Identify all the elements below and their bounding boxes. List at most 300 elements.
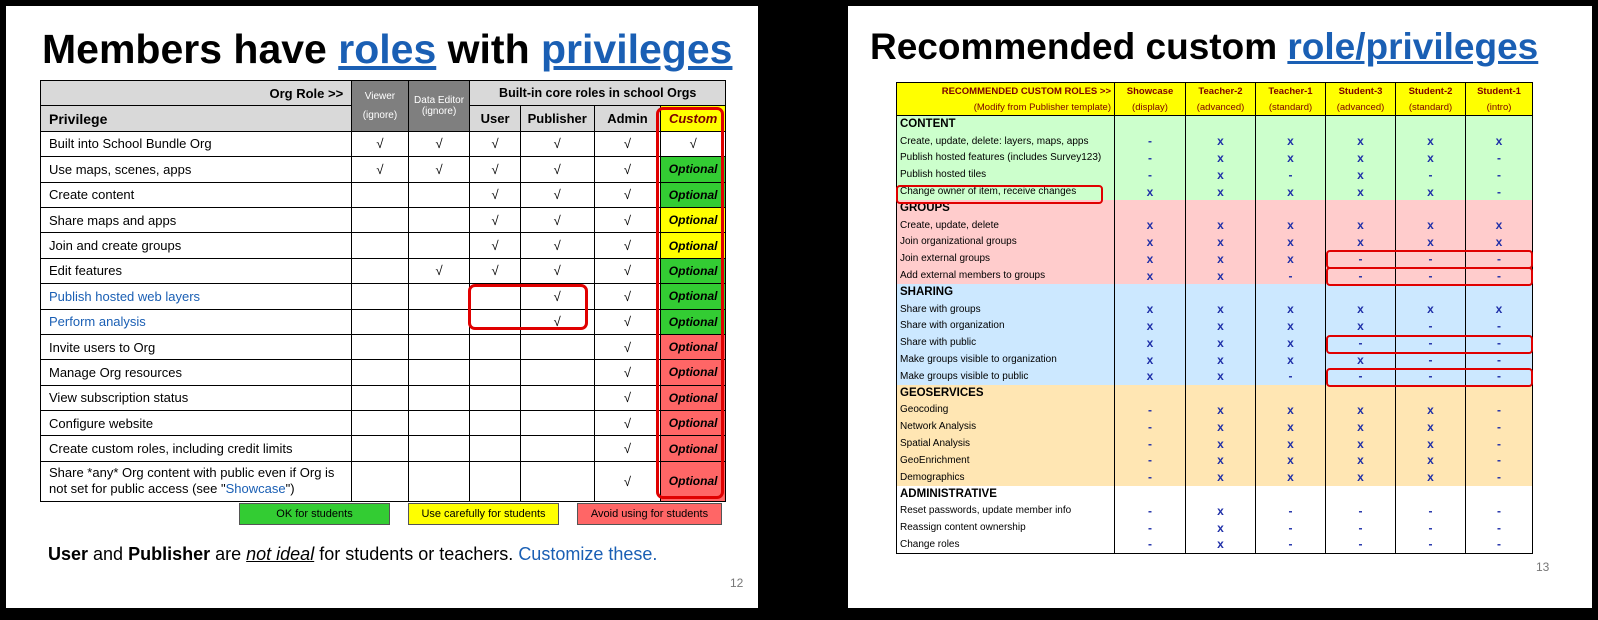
viewer-cell xyxy=(352,284,409,309)
publisher-cell xyxy=(520,436,594,461)
viewer-cell xyxy=(352,334,409,359)
data-editor-cell xyxy=(408,233,470,258)
section-title: SHARING xyxy=(897,284,1115,301)
value-cell: - xyxy=(1466,166,1533,183)
table-row xyxy=(897,250,1533,267)
user-cell xyxy=(470,411,521,436)
value-cell: - xyxy=(1466,418,1533,435)
value-cell: - xyxy=(1256,368,1326,385)
table-row xyxy=(41,411,726,436)
value-cell: - xyxy=(1326,536,1396,553)
value-cell: - xyxy=(1466,402,1533,419)
value-cell: x xyxy=(1256,234,1326,251)
value-cell: x xyxy=(1186,183,1256,200)
admin-cell: √ xyxy=(594,411,661,436)
legend-avoid: Avoid using for students xyxy=(577,503,722,525)
value-cell: - xyxy=(1115,536,1186,553)
section-title: GEOSERVICES xyxy=(897,385,1115,402)
admin-cell: √ xyxy=(594,182,661,207)
value-cell: x xyxy=(1256,435,1326,452)
admin-cell: √ xyxy=(594,258,661,283)
value-cell: x xyxy=(1326,351,1396,368)
footer-text: User and Publisher are not ideal for students or teachers. Customize these. xyxy=(48,544,658,564)
table-row xyxy=(897,217,1533,234)
custom-header: Custom xyxy=(661,106,726,131)
value-cell: x xyxy=(1115,368,1186,385)
table-row xyxy=(897,351,1533,368)
privilege-cell: View subscription status xyxy=(41,385,352,410)
value-cell: x xyxy=(1256,301,1326,318)
data-editor-cell xyxy=(408,334,470,359)
publisher-cell xyxy=(520,411,594,436)
value-cell: - xyxy=(1326,334,1396,351)
privilege-cell: Share with organization xyxy=(897,318,1115,335)
publisher-cell xyxy=(520,385,594,410)
user-cell: √ xyxy=(470,182,521,207)
privilege-cell: Share maps and apps xyxy=(41,207,352,232)
table-row xyxy=(41,258,726,283)
user-cell xyxy=(470,385,521,410)
viewer-cell xyxy=(352,309,409,334)
user-cell xyxy=(470,334,521,359)
value-cell: - xyxy=(1466,469,1533,486)
value-cell: x xyxy=(1186,267,1256,284)
data-editor-cell xyxy=(408,436,470,461)
privilege-cell: Share *any* Org content with public even if Org is not set for public access (see "Showcase") xyxy=(41,461,352,501)
value-cell: x xyxy=(1115,334,1186,351)
role-header: Student-1 xyxy=(1466,83,1533,100)
value-cell: x xyxy=(1256,452,1326,469)
value-cell: x xyxy=(1186,301,1256,318)
privilege-cell: Share with public xyxy=(897,334,1115,351)
value-cell: x xyxy=(1396,435,1466,452)
privilege-cell: Reset passwords, update member info xyxy=(897,502,1115,519)
table-row xyxy=(41,207,726,232)
admin-cell: √ xyxy=(594,284,661,309)
privilege-cell[interactable] xyxy=(41,284,352,309)
value-cell: x xyxy=(1326,452,1396,469)
value-cell: x xyxy=(1396,469,1466,486)
privilege-link[interactable]: Publish hosted web layers xyxy=(49,288,201,304)
user-cell xyxy=(470,284,521,309)
value-cell: x xyxy=(1186,217,1256,234)
roles-header-label: (Modify from Publisher template) xyxy=(897,99,1115,116)
value-cell: x xyxy=(1396,234,1466,251)
table-row xyxy=(41,131,726,156)
value-cell: x xyxy=(1326,217,1396,234)
value-cell: x xyxy=(1466,301,1533,318)
value-cell: - xyxy=(1326,368,1396,385)
table-row xyxy=(897,334,1533,351)
table-row xyxy=(41,385,726,410)
table-row xyxy=(897,402,1533,419)
value-cell: x xyxy=(1115,318,1186,335)
value-cell: - xyxy=(1396,250,1466,267)
table-row xyxy=(897,452,1533,469)
publisher-cell: √ xyxy=(520,157,594,182)
viewer-cell xyxy=(352,360,409,385)
table-row xyxy=(41,334,726,359)
value-cell: x xyxy=(1326,166,1396,183)
value-cell: - xyxy=(1115,133,1186,150)
custom-cell: Optional xyxy=(661,182,726,207)
value-cell: - xyxy=(1115,435,1186,452)
role-header: (advanced) xyxy=(1186,99,1256,116)
value-cell: x xyxy=(1115,351,1186,368)
value-cell: - xyxy=(1115,469,1186,486)
page-number: 13 xyxy=(1536,560,1550,574)
data-editor-cell: √ xyxy=(408,131,470,156)
value-cell: - xyxy=(1466,368,1533,385)
viewer-cell xyxy=(352,233,409,258)
value-cell: - xyxy=(1466,536,1533,553)
title-text: with xyxy=(436,26,542,72)
user-cell: √ xyxy=(470,157,521,182)
value-cell: - xyxy=(1466,519,1533,536)
admin-cell: √ xyxy=(594,360,661,385)
value-cell: x xyxy=(1186,469,1256,486)
table-row xyxy=(897,267,1533,284)
value-cell: x xyxy=(1186,351,1256,368)
value-cell: - xyxy=(1396,536,1466,553)
value-cell: - xyxy=(1396,166,1466,183)
value-cell: - xyxy=(1466,267,1533,284)
value-cell: x xyxy=(1256,183,1326,200)
table-row xyxy=(897,368,1533,385)
org-role-header: Org Role >> xyxy=(41,81,352,106)
value-cell: x xyxy=(1396,301,1466,318)
value-cell: x xyxy=(1186,334,1256,351)
value-cell: - xyxy=(1256,166,1326,183)
value-cell: - xyxy=(1396,334,1466,351)
table-row xyxy=(41,360,726,385)
admin-cell: √ xyxy=(594,461,661,501)
header-row xyxy=(897,99,1533,116)
value-cell: x xyxy=(1326,133,1396,150)
value-cell: x xyxy=(1115,301,1186,318)
value-cell: - xyxy=(1466,318,1533,335)
value-cell: - xyxy=(1466,183,1533,200)
privilege-cell: Reassign content ownership xyxy=(897,519,1115,536)
page-number: 12 xyxy=(730,576,744,590)
privilege-cell: Create content xyxy=(41,182,352,207)
publisher-cell xyxy=(520,334,594,359)
data-editor-cell: √ xyxy=(408,258,470,283)
value-cell: - xyxy=(1115,150,1186,167)
roles-link[interactable]: roles xyxy=(338,26,437,72)
data-editor-cell xyxy=(408,207,470,232)
viewer-cell xyxy=(352,182,409,207)
value-cell: - xyxy=(1115,402,1186,419)
privilege-cell: Invite users to Org xyxy=(41,334,352,359)
user-cell: √ xyxy=(470,131,521,156)
custom-cell: Optional xyxy=(661,385,726,410)
custom-cell: Optional xyxy=(661,309,726,334)
admin-header: Admin xyxy=(594,106,661,131)
value-cell: x xyxy=(1326,435,1396,452)
value-cell: x xyxy=(1186,402,1256,419)
table-row xyxy=(897,418,1533,435)
user-cell: √ xyxy=(470,258,521,283)
custom-cell: Optional xyxy=(661,461,726,501)
value-cell: x xyxy=(1186,368,1256,385)
value-cell: x xyxy=(1326,234,1396,251)
privilege-cell: Use maps, scenes, apps xyxy=(41,157,352,182)
value-cell: x xyxy=(1396,133,1466,150)
section-row xyxy=(897,284,1533,301)
admin-cell: √ xyxy=(594,131,661,156)
value-cell: x xyxy=(1256,217,1326,234)
value-cell: - xyxy=(1256,502,1326,519)
value-cell: - xyxy=(1466,452,1533,469)
value-cell: - xyxy=(1326,519,1396,536)
data-editor-cell xyxy=(408,309,470,334)
role-header: (standard) xyxy=(1256,99,1326,116)
role-header: (intro) xyxy=(1466,99,1533,116)
value-cell: - xyxy=(1115,452,1186,469)
data-editor-cell: √ xyxy=(408,157,470,182)
value-cell: x xyxy=(1326,318,1396,335)
admin-cell: √ xyxy=(594,207,661,232)
value-cell: x xyxy=(1186,519,1256,536)
privilege-header: Privilege xyxy=(41,106,352,131)
value-cell: - xyxy=(1256,267,1326,284)
value-cell: - xyxy=(1466,334,1533,351)
value-cell: x xyxy=(1396,418,1466,435)
value-cell: x xyxy=(1256,250,1326,267)
value-cell: - xyxy=(1466,351,1533,368)
custom-cell: Optional xyxy=(661,207,726,232)
publisher-cell: √ xyxy=(520,309,594,334)
publisher-header: Publisher xyxy=(520,106,594,131)
table-row xyxy=(41,309,726,334)
value-cell: x xyxy=(1466,133,1533,150)
value-cell: x xyxy=(1466,234,1533,251)
section-row xyxy=(897,116,1533,133)
privilege-cell: Create, update, delete: layers, maps, apps xyxy=(897,133,1115,150)
privilege-cell[interactable] xyxy=(41,309,352,334)
user-cell xyxy=(470,309,521,334)
privilege-cell: Create custom roles, including credit limits xyxy=(41,436,352,461)
role-header: Teacher-2 xyxy=(1186,83,1256,100)
value-cell: x xyxy=(1256,418,1326,435)
role-header: (display) xyxy=(1115,99,1186,116)
value-cell: x xyxy=(1326,301,1396,318)
value-cell: x xyxy=(1396,217,1466,234)
value-cell: - xyxy=(1115,502,1186,519)
value-cell: x xyxy=(1256,133,1326,150)
table-row xyxy=(41,284,726,309)
section-title: CONTENT xyxy=(897,116,1115,133)
slide-title-left xyxy=(42,26,732,73)
publisher-cell: √ xyxy=(520,207,594,232)
privilege-cell: Make groups visible to organization xyxy=(897,351,1115,368)
value-cell: - xyxy=(1326,267,1396,284)
privilege-cell: Join external groups xyxy=(897,250,1115,267)
value-cell: x xyxy=(1186,166,1256,183)
viewer-cell xyxy=(352,207,409,232)
privilege-cell: Geocoding xyxy=(897,402,1115,419)
value-cell: - xyxy=(1256,536,1326,553)
custom-cell: Optional xyxy=(661,157,726,182)
value-cell: x xyxy=(1186,150,1256,167)
privilege-cell: Publish hosted tiles xyxy=(897,166,1115,183)
role-header: Student-2 xyxy=(1396,83,1466,100)
section-row xyxy=(897,385,1533,402)
value-cell: x xyxy=(1256,318,1326,335)
privilege-cell: Spatial Analysis xyxy=(897,435,1115,452)
value-cell: x xyxy=(1326,150,1396,167)
table-row xyxy=(897,519,1533,536)
legend-careful: Use carefully for students xyxy=(408,503,559,525)
privilege-cell: Join organizational groups xyxy=(897,234,1115,251)
user-cell xyxy=(470,436,521,461)
table-row xyxy=(897,166,1533,183)
table-row xyxy=(897,183,1533,200)
privilege-cell: Demographics xyxy=(897,469,1115,486)
publisher-cell: √ xyxy=(520,284,594,309)
privilege-cell: Configure website xyxy=(41,411,352,436)
custom-cell: Optional xyxy=(661,436,726,461)
user-cell: √ xyxy=(470,207,521,232)
section-title: ADMINISTRATIVE xyxy=(897,486,1115,503)
data-editor-cell xyxy=(408,411,470,436)
table-row xyxy=(897,435,1533,452)
value-cell: - xyxy=(1466,435,1533,452)
user-cell xyxy=(470,360,521,385)
admin-cell: √ xyxy=(594,233,661,258)
customize-link[interactable]: Customize these. xyxy=(518,544,658,564)
admin-cell: √ xyxy=(594,436,661,461)
publisher-cell: √ xyxy=(520,258,594,283)
value-cell: x xyxy=(1256,402,1326,419)
value-cell: x xyxy=(1115,267,1186,284)
publisher-cell xyxy=(520,360,594,385)
table-row xyxy=(897,234,1533,251)
privileges-link[interactable]: privileges xyxy=(541,26,733,72)
custom-cell: Optional xyxy=(661,233,726,258)
privilege-cell: Share with groups xyxy=(897,301,1115,318)
table-row xyxy=(897,133,1533,150)
value-cell: - xyxy=(1115,166,1186,183)
section-row xyxy=(897,200,1533,217)
table-row xyxy=(897,150,1533,167)
table-row xyxy=(41,182,726,207)
table-row xyxy=(897,301,1533,318)
role-privileges-link[interactable]: role/privileges xyxy=(1287,26,1539,67)
publisher-cell: √ xyxy=(520,233,594,258)
value-cell: x xyxy=(1326,418,1396,435)
privilege-cell: Change owner of item, receive changes xyxy=(897,183,1115,200)
data-editor-cell xyxy=(408,385,470,410)
viewer-cell: √ xyxy=(352,157,409,182)
value-cell: - xyxy=(1466,150,1533,167)
admin-cell: √ xyxy=(594,157,661,182)
slide-title-right: Recommended custom role/privileges xyxy=(870,26,1539,67)
admin-cell: √ xyxy=(594,385,661,410)
value-cell: x xyxy=(1115,250,1186,267)
viewer-cell xyxy=(352,411,409,436)
value-cell: - xyxy=(1396,318,1466,335)
value-cell: - xyxy=(1466,502,1533,519)
privilege-cell: Network Analysis xyxy=(897,418,1115,435)
viewer-cell xyxy=(352,436,409,461)
user-cell: √ xyxy=(470,233,521,258)
value-cell: x xyxy=(1326,402,1396,419)
title-text: Members have xyxy=(42,26,339,72)
value-cell: x xyxy=(1186,318,1256,335)
header-row xyxy=(897,83,1533,100)
value-cell: - xyxy=(1396,368,1466,385)
custom-cell: Optional xyxy=(661,258,726,283)
value-cell: - xyxy=(1396,519,1466,536)
value-cell: x xyxy=(1186,536,1256,553)
privilege-cell: Join and create groups xyxy=(41,233,352,258)
publisher-cell: √ xyxy=(520,131,594,156)
privilege-cell: Manage Org resources xyxy=(41,360,352,385)
privilege-cell: Make groups visible to public xyxy=(897,368,1115,385)
role-header: (standard) xyxy=(1396,99,1466,116)
custom-cell: Optional xyxy=(661,360,726,385)
admin-cell: √ xyxy=(594,334,661,359)
showcase-link[interactable]: Showcase xyxy=(225,481,286,497)
privilege-cell: Edit features xyxy=(41,258,352,283)
value-cell: x xyxy=(1186,418,1256,435)
value-cell: x xyxy=(1186,502,1256,519)
value-cell: x xyxy=(1256,334,1326,351)
value-cell: x xyxy=(1186,234,1256,251)
value-cell: x xyxy=(1326,469,1396,486)
role-header: Teacher-1 xyxy=(1256,83,1326,100)
privilege-link[interactable]: Perform analysis xyxy=(49,314,146,330)
value-cell: - xyxy=(1115,418,1186,435)
value-cell: x xyxy=(1256,469,1326,486)
legend-ok: OK for students xyxy=(239,503,390,525)
value-cell: x xyxy=(1256,150,1326,167)
value-cell: - xyxy=(1396,267,1466,284)
role-header: Showcase xyxy=(1115,83,1186,100)
custom-cell: Optional xyxy=(661,334,726,359)
value-cell: x xyxy=(1396,150,1466,167)
table-row xyxy=(41,436,726,461)
viewer-cell xyxy=(352,385,409,410)
value-cell: x xyxy=(1186,250,1256,267)
data-editor-cell xyxy=(408,284,470,309)
value-cell: - xyxy=(1326,502,1396,519)
value-cell: - xyxy=(1396,502,1466,519)
privilege-cell: Publish hosted features (includes Survey123) xyxy=(897,150,1115,167)
value-cell: x xyxy=(1115,217,1186,234)
privilege-cell: Built into School Bundle Org xyxy=(41,131,352,156)
viewer-cell xyxy=(352,258,409,283)
value-cell: - xyxy=(1466,250,1533,267)
section-title: GROUPS xyxy=(897,200,1115,217)
table-row xyxy=(41,157,726,182)
value-cell: - xyxy=(1396,351,1466,368)
viewer-header: Viewer (ignore) xyxy=(352,81,409,132)
value-cell: x xyxy=(1115,183,1186,200)
value-cell: x xyxy=(1256,351,1326,368)
admin-cell: √ xyxy=(594,309,661,334)
value-cell: x xyxy=(1466,217,1533,234)
table-row xyxy=(897,502,1533,519)
roles-header-label: RECOMMENDED CUSTOM ROLES >> xyxy=(897,83,1115,100)
value-cell: x xyxy=(1396,402,1466,419)
data-editor-cell xyxy=(408,360,470,385)
value-cell: - xyxy=(1115,519,1186,536)
table-row xyxy=(897,536,1533,553)
custom-cell: √ xyxy=(661,131,726,156)
